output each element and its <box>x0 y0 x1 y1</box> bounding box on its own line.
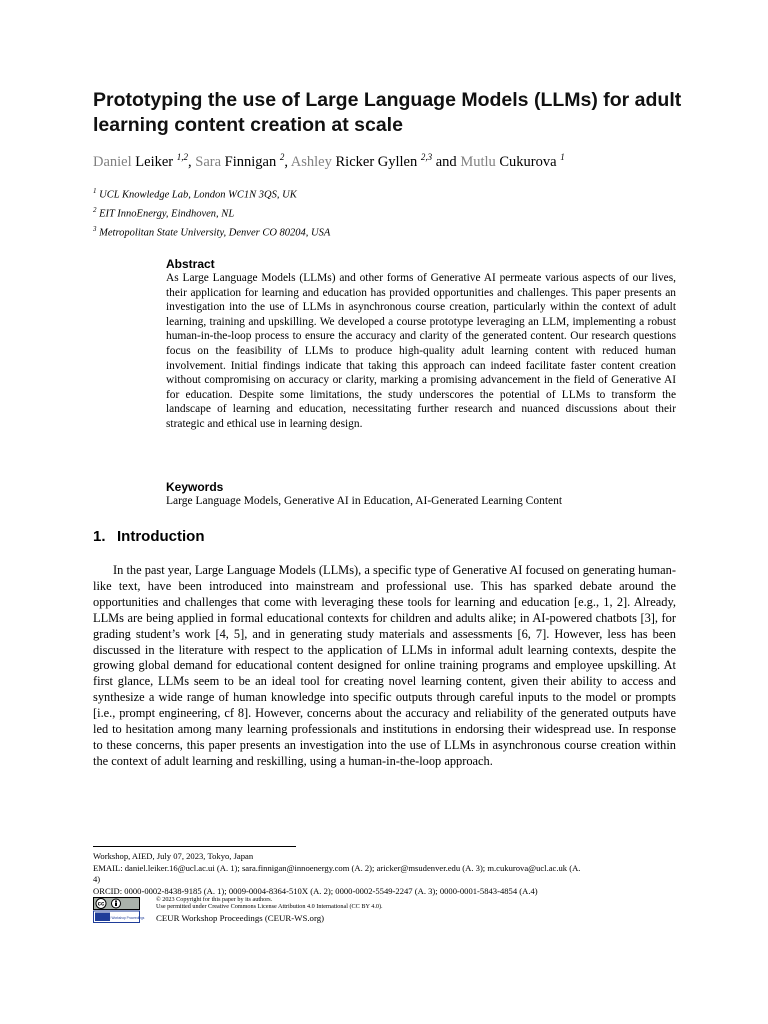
ceur-logo-text: CEUR Workshop Proceedings <box>101 916 145 920</box>
section-number: 1. <box>93 528 106 545</box>
affiliation-text: UCL Knowledge Lab, London WC1N 3QS, UK <box>99 189 297 201</box>
keywords-text: Large Language Models, Generative AI in Education, AI-Generated Learning Content <box>166 495 563 507</box>
license-line: Use permitted under Creative Commons License Attribution 4.0 International (CC BY 4.0). <box>156 903 383 911</box>
author <box>460 154 564 170</box>
section-title: Introduction <box>117 528 205 545</box>
affiliation <box>93 184 330 203</box>
affiliation-number: 1 <box>93 187 97 195</box>
author-separator: , <box>188 153 196 170</box>
author-first-name: Ashley <box>290 153 332 170</box>
affiliation-text: Metropolitan State University, Denver CO 80204, USA <box>99 227 331 239</box>
affiliation <box>93 203 330 222</box>
footnote-workshop: Workshop, AIED, July 07, 2023, Tokyo, Japan <box>93 851 254 861</box>
cc-logo-text: cc <box>97 901 105 908</box>
author-first-name: Daniel <box>93 153 132 170</box>
author-separator: , <box>284 153 291 170</box>
author-affiliation-mark: 1,2 <box>176 152 188 162</box>
author <box>93 154 195 170</box>
footnotes <box>93 851 693 897</box>
author-affiliation-mark: 1 <box>560 152 565 162</box>
author-list <box>93 152 565 171</box>
keywords-heading: Keywords <box>166 480 224 494</box>
copyright-line: © 2023 Copyright for this paper by its authors. <box>156 896 273 903</box>
footnote-orcid: ORCID: 0000-0002-8438-9185 (A. 1); 0009-0004-8364-510X (A. 2); 0000-0002-5549-2247 (A. 3); 0000-0001-5843-4854 (A.4) <box>93 885 538 896</box>
author-first-name: Sara <box>195 153 222 170</box>
author-affiliation-mark: 2,3 <box>420 152 433 162</box>
author <box>195 154 291 170</box>
section-heading <box>93 528 204 545</box>
author-separator: and <box>432 153 461 170</box>
footnote-email-continued: 4) <box>93 874 101 885</box>
author-last-name: Ricker Gyllen <box>335 153 418 170</box>
introduction-body <box>93 563 676 770</box>
footnote-email: EMAIL: daniel.leiker.16@ucl.ac.ui (A. 1); sara.finnigan@innoenergy.com (A. 2); aricker@msudenver.edu (A. 3); m.cukurova@ucl.ac.uk (A. <box>93 862 581 873</box>
proceedings-line: CEUR Workshop Proceedings (CEUR-WS.org) <box>156 913 325 923</box>
abstract-text: As Large Language Models (LLMs) and other forms of Generative AI permeate various aspects of our lives, their application for learning and education has provided opportunities and challenges. This paper presents an investigation into the use of LLMs in asynchronous course creation, particularly within the context of adult learning, training and upskilling. We developed a course prototype leveraging an LLM, implementing a robust human-in-the-loop process to ensure the accuracy and clarity of the generated content. Our research questions focus on the feasibility of LLMs to produce high-quality adult learning content with reduced human involvement. Initial findings indicate that taking this approach can indeed facilitate faster content creation without compromising on accuracy or clarity, marking a promising advancement in the field of Generative AI for education. Despite some limitations, the study underscores the potential of LLMs to transform the landscape of learning and education, necessitating further research and nuanced discussions about their strategic and ethical use in learning design. <box>166 272 676 430</box>
author-affiliation-mark: 2 <box>279 152 285 162</box>
affiliation-list <box>93 184 330 241</box>
cc-license-logo <box>93 897 145 923</box>
affiliation <box>93 222 330 241</box>
affiliation-text: EIT InnoEnergy, Eindhoven, NL <box>99 208 235 220</box>
footnote-divider <box>93 846 296 847</box>
affiliation-number: 3 <box>93 225 97 233</box>
introduction-paragraph: In the past year, Large Language Models (LLMs), a specific type of Generative AI focused on generating human-like text, have been introduced into mainstream and professional use. This has sparked debate around the opportunities and challenges that come with leveraging these tools for learning and education [e.g., 1, 2]. Already, LLMs are being applied in formal educational contexts for children and adults alike; in AI-powered chatbots [3], for grading student’s work [4, 5], and in generating study materials and assessments [6, 7]. However, less has been discussed in the literature with respect to the application of LLMs in informal adult learning contexts, despite the growing global demand for educational content designed for online training programs and employee upskilling. At first glance, LLMs seem to be an ideal tool for creating novel learning content, given their ability to access and synthesize a wide range of human knowledge into specific outputs through careful inputs to the model or prompts [i.e., prompt engineering, cf 8]. However, concerns about the accuracy and reliability of the generated outputs have led to hesitation among many learning professionals and institutions in endorsing their widespread use. In response to these concerns, this paper presents an investigation into the use of LLMs in asynchronous course creation within the context of adult learning and reskilling, using a human-in-the-loop approach. <box>93 563 676 768</box>
abstract-section <box>166 257 676 432</box>
copyright-notice <box>156 896 383 911</box>
author <box>291 154 461 170</box>
author-first-name: Mutlu <box>460 153 496 170</box>
keywords-section <box>166 480 676 509</box>
abstract-heading: Abstract <box>166 257 215 271</box>
author-last-name: Leiker <box>135 153 174 170</box>
author-last-name: Finnigan <box>224 153 277 170</box>
paper-title: Prototyping the use of Large Language Models (LLMs) for adult learning content creation at scale <box>93 89 682 136</box>
affiliation-number: 2 <box>93 206 97 214</box>
author-last-name: Cukurova <box>499 153 557 170</box>
